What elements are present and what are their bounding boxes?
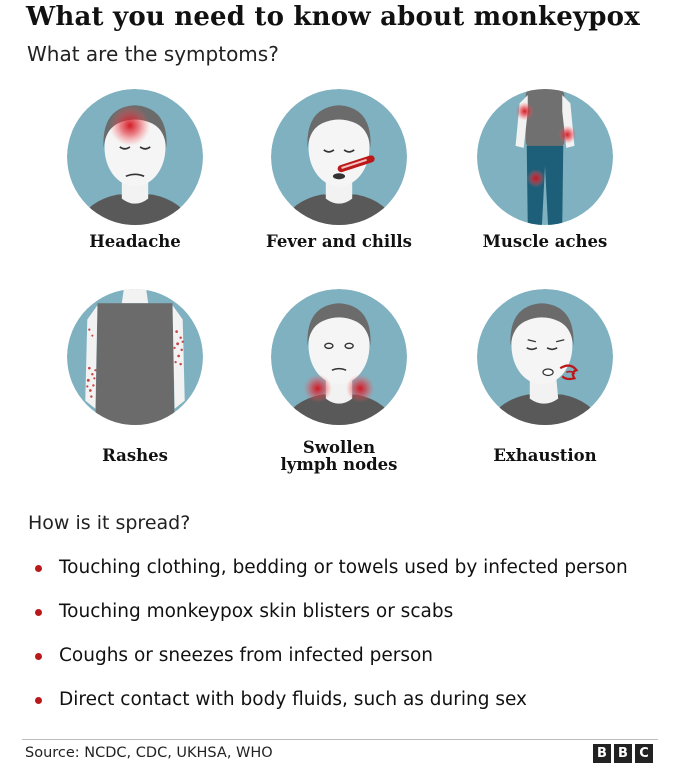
source-credit: Source: NCDC, CDC, UKHSA, WHO — [25, 745, 273, 761]
logo-block: B — [614, 744, 632, 763]
symptom-label: Fever and chills — [266, 232, 412, 251]
rashes-illustration — [67, 289, 203, 425]
swollen-lymph-nodes-illustration — [271, 289, 407, 425]
bbc-logo — [593, 744, 653, 763]
symptom-label: Headache — [89, 232, 181, 251]
spread-heading: How is it spread? — [28, 512, 191, 534]
spread-item: Touching clothing, bedding or towels used by infected person — [32, 557, 628, 601]
bullet-dot — [35, 697, 42, 704]
bullet-dot — [35, 609, 42, 616]
headache-illustration — [67, 89, 203, 225]
exhaustion-illustration — [477, 289, 613, 425]
symptom-swollen-lymph-nodes — [249, 289, 429, 473]
symptom-headache — [45, 89, 225, 250]
spread-item: Touching monkeypox skin blisters or scabs — [32, 601, 628, 645]
fever-illustration — [271, 89, 407, 225]
symptoms-heading: What are the symptoms? — [27, 42, 279, 66]
symptom-label-line1: Swollen — [302, 438, 376, 457]
symptom-label: Rashes — [102, 446, 168, 465]
symptom-label: Exhaustion — [493, 446, 597, 465]
bullet-dot — [35, 653, 42, 660]
symptom-label: Muscle aches — [482, 232, 608, 251]
spread-item: Coughs or sneezes from infected person — [32, 645, 628, 689]
symptom-muscle-aches — [455, 89, 635, 250]
page-title: What you need to know about monkeypox — [26, 2, 640, 32]
symptom-label-line2: lymph nodes — [280, 455, 398, 474]
spread-list — [32, 557, 628, 733]
logo-block: B — [593, 744, 611, 763]
bullet-dot — [35, 565, 42, 572]
symptom-fever-and-chills — [249, 89, 429, 250]
muscle-aches-illustration — [477, 89, 613, 225]
footer-divider — [22, 739, 658, 740]
symptom-exhaustion — [455, 289, 635, 464]
symptom-rashes — [45, 289, 225, 464]
logo-block: C — [635, 744, 653, 763]
spread-item: Direct contact with body fluids, such as during sex — [32, 689, 628, 733]
